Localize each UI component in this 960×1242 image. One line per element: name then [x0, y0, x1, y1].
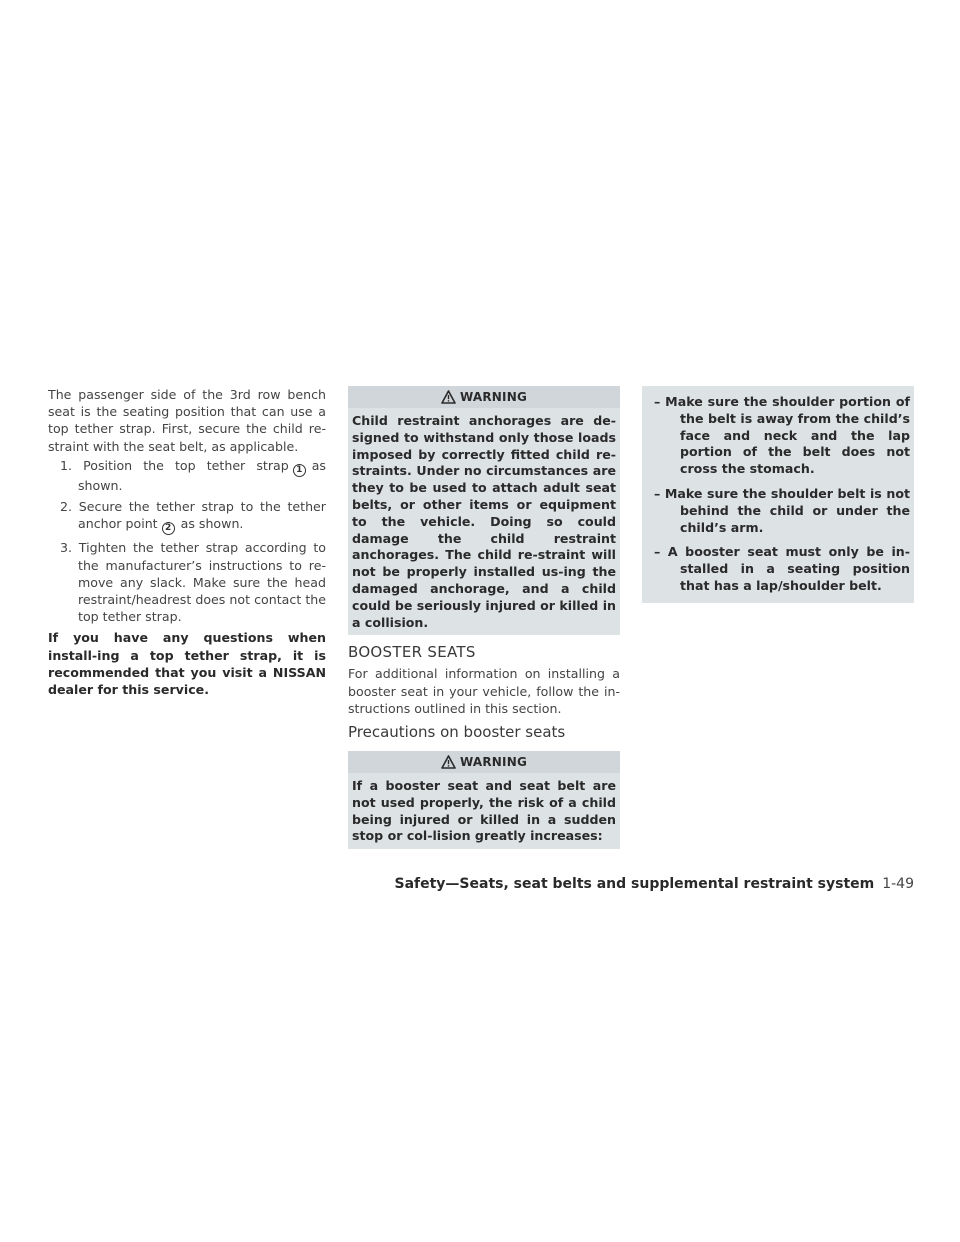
step-item: 1. Position the top tether strap 1 as shown. [60, 457, 326, 493]
step-list [48, 457, 326, 626]
dealer-note: If you have any questions when install-ing a top tether strap, it is recommended that you visit a NISSAN dealer for this service. [48, 630, 326, 698]
column-right [642, 386, 914, 603]
column-left [48, 386, 326, 698]
page-number: 1-49 [882, 876, 914, 892]
warning-header: WARNING [348, 386, 620, 408]
warning-header: WARNING [348, 751, 620, 773]
section-paragraph: For additional information on installing a booster seat in your vehicle, follow the in-structions outlined in this section. [348, 666, 620, 716]
step-item: 2. Secure the tether strap to the tether anchor point 2 as shown. [48, 498, 326, 535]
warning-continuation [642, 386, 914, 603]
warning-box-booster [348, 751, 620, 849]
warning-text: Child restraint anchorages are de-signed to withstand only those loads imposed by correctly fitted child re-straints. Under no circumstances are they to be used to attach adult seat belts, or other items or equipment to the vehicle. Doing so could damage the child restraint anchorages. The child re-straint will not be properly installed us-ing the damaged anchorage, and a child could be seriously injured or killed in a collision. [352, 413, 616, 630]
warning-bullet: – Make sure the shoulder belt is not behind the child or under the child’s arm. [654, 485, 910, 535]
warning-triangle-icon [441, 390, 456, 404]
warning-box-anchorages [348, 386, 620, 635]
section-title: BOOSTER SEATS [348, 643, 476, 662]
page-footer [395, 876, 915, 892]
callout-1-icon: 1 [293, 464, 306, 477]
warning-bullet: – Make sure the shoulder portion of the belt is away from the child’s face and neck and the lap portion of the belt does not cross the stomach. [654, 394, 910, 477]
step-item: 3. Tighten the tether strap according to the manufacturer’s instructions to re-move any slack. Make sure the head restraint/headrest does not contact the top tether strap. [60, 540, 326, 625]
warning-triangle-icon [441, 755, 456, 769]
callout-2-icon: 2 [162, 522, 175, 535]
warning-bullet: – A booster seat must only be in-stalled in a seating position that has a lap/shoulder belt. [654, 544, 910, 593]
subsection-title: Precautions on booster seats [348, 722, 566, 741]
chapter-title: Safety—Seats, seat belts and supplemental restraint system [394, 876, 875, 892]
warning-text: If a booster seat and seat belt are not used properly, the risk of a child being injured or killed in a sudden stop or col-lision greatly increases: [352, 777, 616, 844]
intro-paragraph: The passenger side of the 3rd row bench seat is the seating position that can use a top tether strap. First, secure the child re-straint with the seat belt, as applicable. [48, 387, 326, 454]
column-middle [348, 386, 620, 849]
